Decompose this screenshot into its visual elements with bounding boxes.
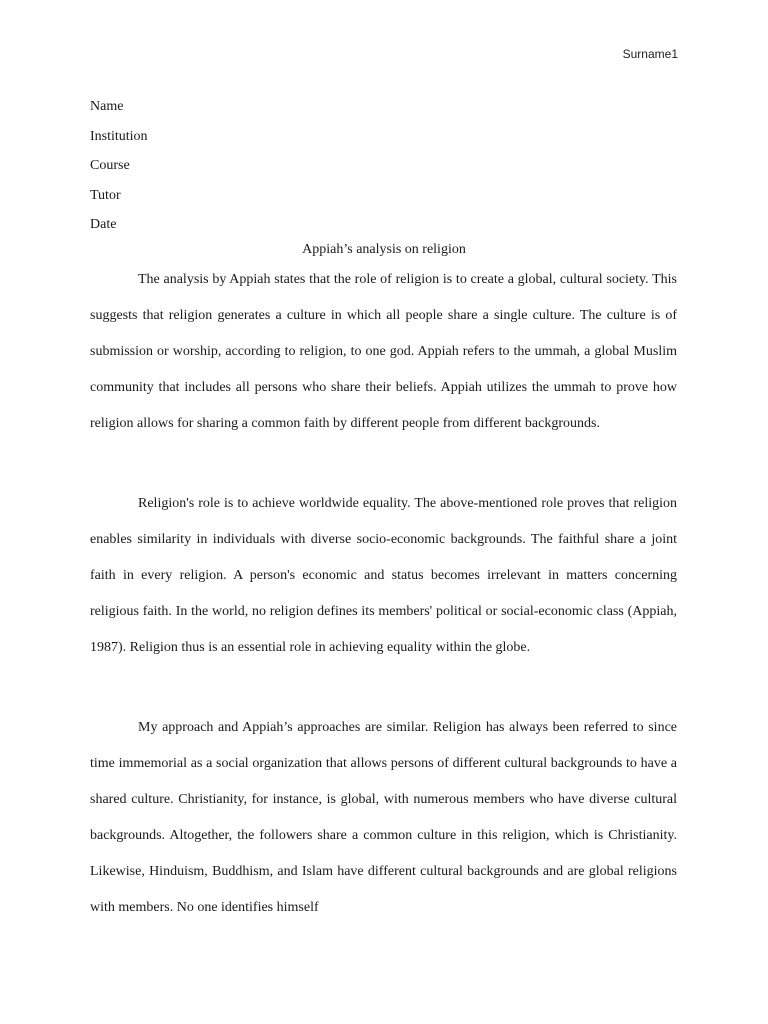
tutor-line: Tutor: [90, 187, 121, 203]
document-title: Appiah’s analysis on religion: [302, 242, 466, 257]
running-head: Surname1: [622, 47, 678, 61]
student-name-line: Name: [90, 99, 124, 114]
body-paragraph: The analysis by Appiah states that the role of religion is to create a global, cultural society. This suggests that religion generates a culture in which all people share a single culture. The culture is of submission or worship, according to religion, to one god. Appiah refers to the ummah, a global Muslim community that includes all persons who share their beliefs. Appiah utilizes the ummah to prove how religion allows for sharing a common faith by different people from different backgrounds.: [90, 272, 677, 431]
body-paragraph: Religion's role is to achieve worldwide equality. The above-mentioned role proves that religion enables similarity in individuals with diverse socio-economic backgrounds. The faithful share a joint faith in every religion. A person's economic and status becomes irrelevant in matters concerning religious faith. In the world, no religion defines its members' political or social-economic class (Appiah, 1987). Religion thus is an essential role in achieving equality within the globe.: [90, 496, 677, 655]
course-line: Course: [90, 158, 130, 173]
institution-line: Institution: [90, 128, 148, 144]
body-paragraph: My approach and Appiah’s approaches are similar. Religion has always been referred to since time immemorial as a social organization that allows persons of different cultural backgrounds to have a shared culture. Christianity, for instance, is global, with numerous members who have diverse cultural backgrounds. Altogether, the followers share a common culture in this religion, which is Christianity. Likewise, Hinduism, Buddhism, and Islam have different cultural backgrounds and are global religions with members. No one identifies himself: [90, 720, 677, 915]
date-line: Date: [90, 217, 117, 232]
student-info-block: [90, 92, 148, 240]
